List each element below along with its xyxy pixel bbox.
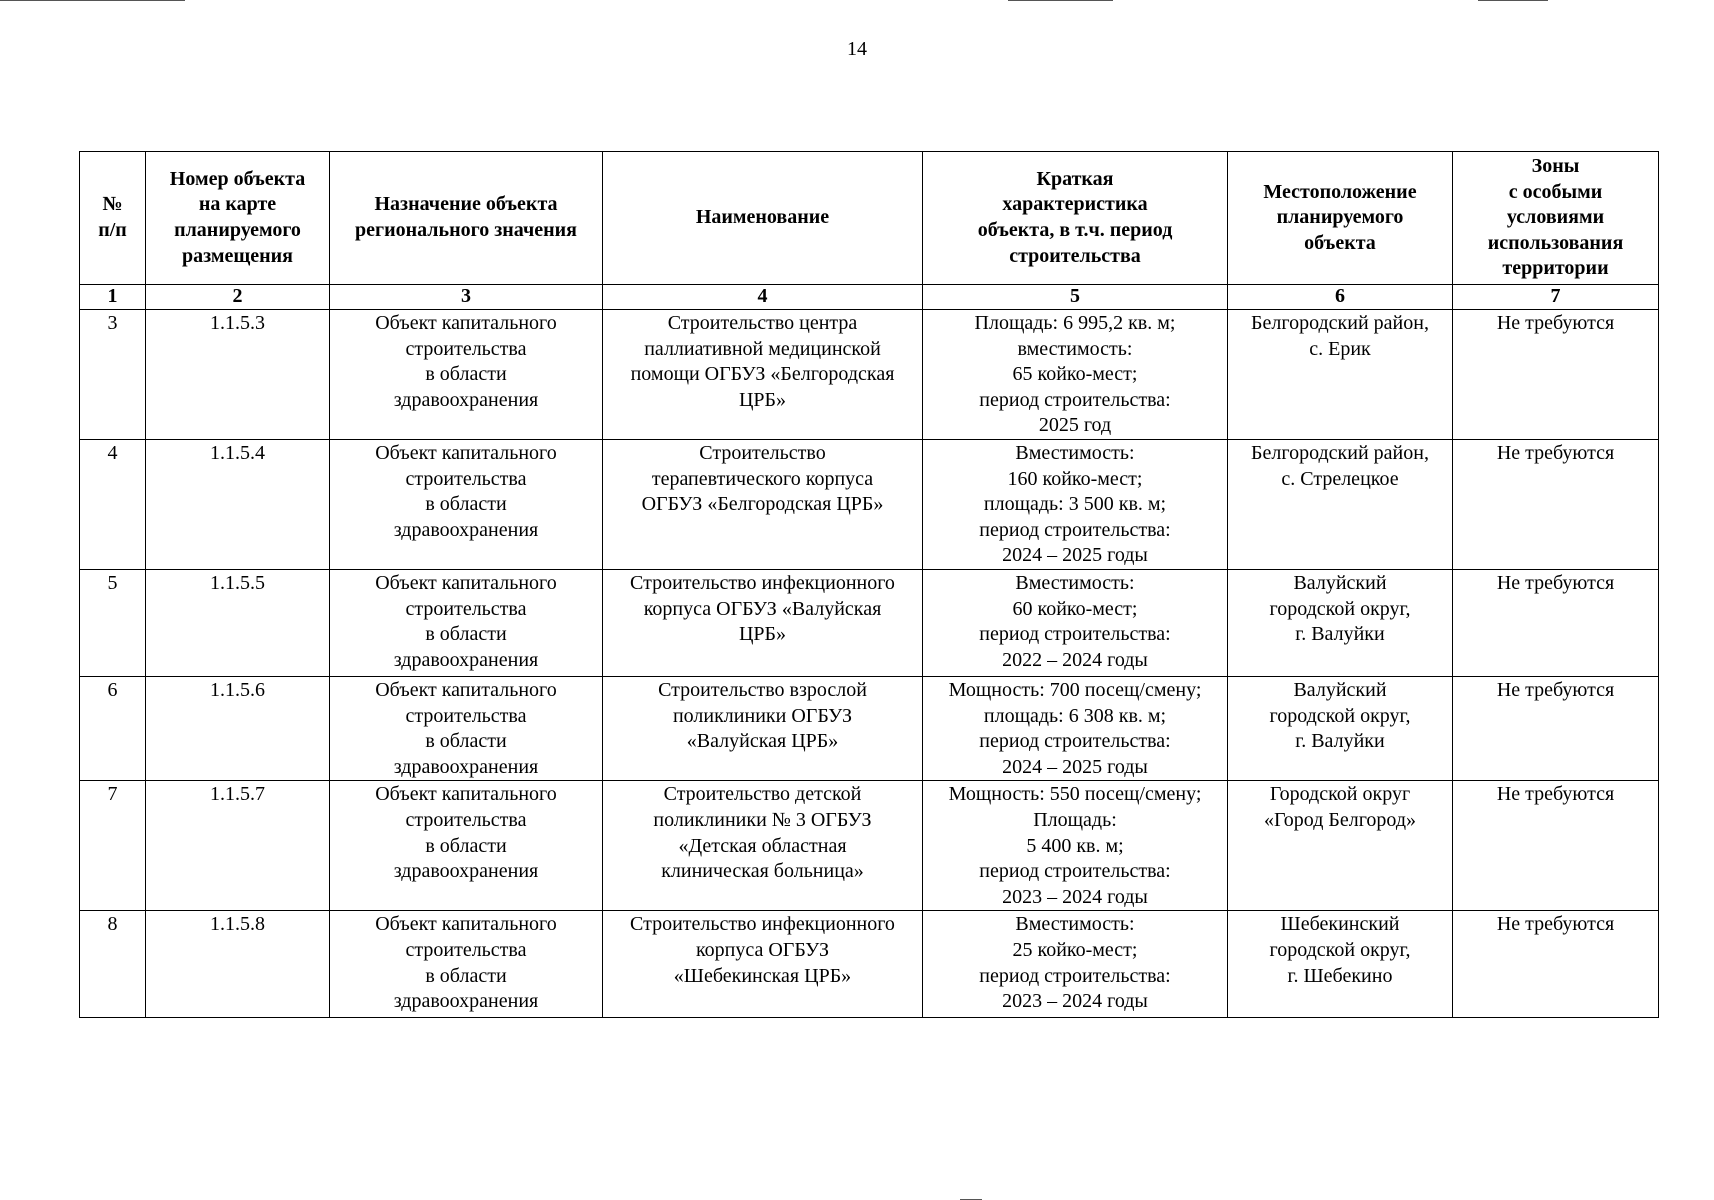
table-row: [80, 781, 1659, 911]
cell-row-number: 6: [80, 677, 146, 781]
header-object-location: Местоположение планируемого объекта: [1228, 152, 1453, 285]
table-row: [80, 911, 1659, 1018]
cell-purpose: Объект капитального строительства в области здравоохранения: [330, 310, 603, 440]
column-index: 1: [80, 285, 146, 310]
cell-map-number: 1.1.5.5: [146, 570, 330, 677]
header-special-zones: Зоны с особыми условиями использования территории: [1453, 152, 1659, 285]
cell-purpose: Объект капитального строительства в области здравоохранения: [330, 570, 603, 677]
header-object-characteristics: Краткая характеристика объекта, в т.ч. период строительства: [923, 152, 1228, 285]
cell-row-number: 5: [80, 570, 146, 677]
table-header-row: [80, 152, 1659, 285]
cell-zones: Не требуются: [1453, 911, 1659, 1018]
cell-map-number: 1.1.5.4: [146, 440, 330, 570]
cell-row-number: 8: [80, 911, 146, 1018]
cell-name: Строительство центра паллиативной медицинской помощи ОГБУЗ «Белгородская ЦРБ»: [603, 310, 923, 440]
cell-zones: Не требуются: [1453, 781, 1659, 911]
table-row: [80, 310, 1659, 440]
cell-purpose: Объект капитального строительства в области здравоохранения: [330, 781, 603, 911]
header-map-object-number: Номер объекта на карте планируемого размещения: [146, 152, 330, 285]
cell-map-number: 1.1.5.7: [146, 781, 330, 911]
cell-location: Городской округ «Город Белгород»: [1228, 781, 1453, 911]
header-object-purpose: Назначение объекта регионального значения: [330, 152, 603, 285]
planned-objects-table: [79, 151, 1659, 1018]
page-number: 14: [847, 38, 867, 60]
cell-characteristics: Вместимость: 60 койко-мест; период строительства: 2022 – 2024 годы: [923, 570, 1228, 677]
cell-zones: Не требуются: [1453, 677, 1659, 781]
cell-location: Валуйский городской округ, г. Валуйки: [1228, 677, 1453, 781]
table-row: [80, 440, 1659, 570]
scan-artifact-line: [1008, 0, 1113, 1]
cell-name: Строительство инфекционного корпуса ОГБУЗ «Валуйская ЦРБ»: [603, 570, 923, 677]
column-index: 5: [923, 285, 1228, 310]
cell-row-number: 4: [80, 440, 146, 570]
cell-map-number: 1.1.5.8: [146, 911, 330, 1018]
table-row: [80, 570, 1659, 677]
cell-location: Валуйский городской округ, г. Валуйки: [1228, 570, 1453, 677]
cell-row-number: 7: [80, 781, 146, 911]
table-row: [80, 677, 1659, 781]
cell-map-number: 1.1.5.3: [146, 310, 330, 440]
cell-purpose: Объект капитального строительства в области здравоохранения: [330, 911, 603, 1018]
cell-purpose: Объект капитального строительства в области здравоохранения: [330, 677, 603, 781]
scan-artifact-line: [0, 0, 185, 1]
cell-map-number: 1.1.5.6: [146, 677, 330, 781]
cell-location: Белгородский район, с. Ерик: [1228, 310, 1453, 440]
cell-name: Строительство терапевтического корпуса ОГБУЗ «Белгородская ЦРБ»: [603, 440, 923, 570]
cell-characteristics: Вместимость: 25 койко-мест; период строительства: 2023 – 2024 годы: [923, 911, 1228, 1018]
cell-purpose: Объект капитального строительства в области здравоохранения: [330, 440, 603, 570]
cell-location: Шебекинский городской округ, г. Шебекино: [1228, 911, 1453, 1018]
cell-name: Строительство взрослой поликлиники ОГБУЗ «Валуйская ЦРБ»: [603, 677, 923, 781]
column-index: 6: [1228, 285, 1453, 310]
cell-row-number: 3: [80, 310, 146, 440]
cell-characteristics: Площадь: 6 995,2 кв. м; вместимость: 65 койко-мест; период строительства: 2025 год: [923, 310, 1228, 440]
cell-name: Строительство инфекционного корпуса ОГБУЗ «Шебекинская ЦРБ»: [603, 911, 923, 1018]
table-column-index-row: [80, 285, 1659, 310]
column-index: 7: [1453, 285, 1659, 310]
header-object-name: Наименование: [603, 152, 923, 285]
cell-characteristics: Мощность: 700 посещ/смену; площадь: 6 308 кв. м; период строительства: 2024 – 2025 годы: [923, 677, 1228, 781]
column-index: 2: [146, 285, 330, 310]
cell-characteristics: Мощность: 550 посещ/смену; Площадь: 5 400 кв. м; период строительства: 2023 – 2024 годы: [923, 781, 1228, 911]
cell-zones: Не требуются: [1453, 440, 1659, 570]
scan-artifact-line: [1478, 0, 1548, 1]
header-row-number: № п/п: [80, 152, 146, 285]
column-index: 3: [330, 285, 603, 310]
cell-location: Белгородский район, с. Стрелецкое: [1228, 440, 1453, 570]
cell-zones: Не требуются: [1453, 310, 1659, 440]
column-index: 4: [603, 285, 923, 310]
cell-characteristics: Вместимость: 160 койко-мест; площадь: 3 500 кв. м; период строительства: 2024 – 2025 годы: [923, 440, 1228, 570]
cell-name: Строительство детской поликлиники № 3 ОГБУЗ «Детская областная клиническая больница»: [603, 781, 923, 911]
cell-zones: Не требуются: [1453, 570, 1659, 677]
